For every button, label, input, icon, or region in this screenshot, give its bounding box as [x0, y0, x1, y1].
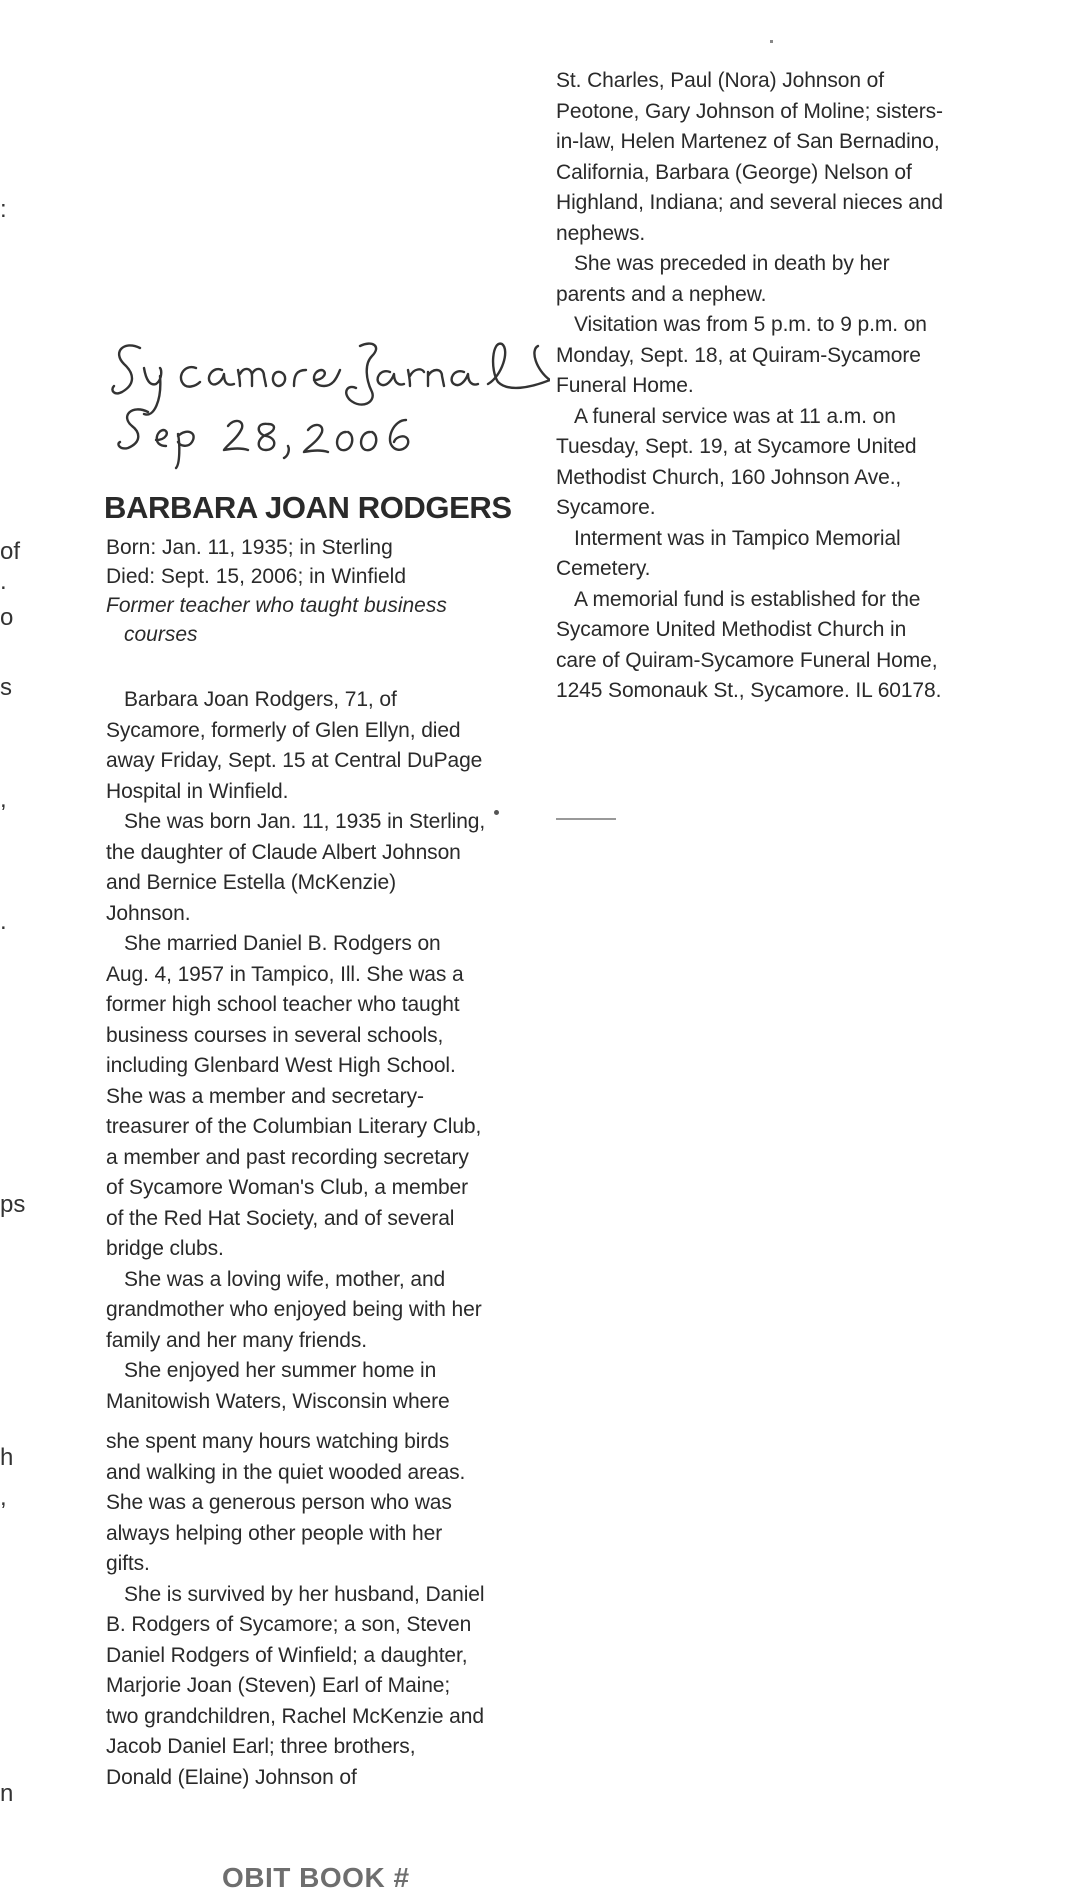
edge-fragment: o	[0, 604, 14, 631]
obituary-paragraph: St. Charles, Paul (Nora) Johnson of Peotone, Gary Johnson of Moline; sisters-in-law, Helen Martenez of San Bernadino, California, Barbara (George) Nelson of Highland, Indiana; and several nieces and nephews.	[556, 69, 944, 245]
edge-fragment: n	[0, 1780, 14, 1807]
obituary-paragraph: She married Daniel B. Rodgers on Aug. 4, 1957 in Tampico, Ill. She was a former high school teacher who taught business courses in several schools, including Glenbard West High School. She was a member and secretary-treasurer of the Columbian Literary Club, a member and past recording secretary of Sycamore Woman's Club, a member of the Red Hat Society, and of several bridge clubs.	[106, 932, 482, 1260]
died-line: Died: Sept. 15, 2006; in Winfield	[106, 565, 407, 588]
edge-fragment: of	[0, 538, 21, 565]
scan-speck	[556, 818, 616, 820]
obituary-paragraph: She is survived by her husband, Daniel B. Rodgers of Sycamore; a son, Steven Daniel Rodgers of Winfield; a daughter, Marjorie Joan (Steven) Earl of Maine; two grandchildren, Rachel McKenzie and Jacob Daniel Earl; three brothers, Donald (Elaine) Johnson of	[106, 1582, 485, 1789]
handwritten-source-note	[110, 340, 550, 470]
obituary-paragraph: She was a loving wife, mother, and grandmother who enjoyed being with her family and her many friends.	[106, 1267, 482, 1352]
obituary-headline: BARBARA JOAN RODGERS	[104, 490, 512, 525]
obituary-paragraph: Interment was in Tampico Memorial Cemetery.	[556, 526, 901, 580]
obit-book-stamp: OBIT BOOK #	[222, 1862, 410, 1893]
edge-fragment: :	[0, 196, 7, 223]
obituary-paragraph: She enjoyed her summer home in Manitowish Waters, Wisconsin where	[106, 1359, 450, 1413]
obituary-paragraph: She was preceded in death by her parents and a nephew.	[556, 252, 890, 306]
edge-fragment: .	[0, 908, 7, 935]
descriptor-text: Former teacher who taught business	[106, 594, 447, 617]
edge-fragment: s	[0, 674, 12, 701]
edge-fragment: h	[0, 1444, 14, 1471]
obituary-paragraph: Visitation was from 5 p.m. to 9 p.m. on Monday, Sept. 18, at Quiram-Sycamore Funeral Home.	[556, 313, 927, 397]
obituary-paragraph: A memorial fund is established for the Sycamore United Methodist Church in care of Quiram-Sycamore Funeral Home, 1245 Somonauk St., Sycamore. IL 60178.	[556, 587, 942, 702]
edge-fragment: ,	[0, 786, 7, 813]
obituary-descriptor	[106, 591, 486, 649]
descriptor-continuation: courses	[124, 623, 198, 646]
edge-fragment: ps	[0, 1191, 26, 1218]
scan-speck	[770, 40, 773, 43]
scan-speck	[494, 810, 499, 815]
obituary-paragraph: She was born Jan. 11, 1935 in Sterling, the daughter of Claude Albert Johnson and Bernice Estella (McKenzie) Johnson.	[106, 810, 486, 925]
born-line: Born: Jan. 11, 1935; in Sterling	[106, 536, 393, 559]
obituary-paragraph: A funeral service was at 11 a.m. on Tuesday, Sept. 19, at Sycamore United Methodist Church, 160 Johnson Ave., Sycamore.	[556, 404, 917, 519]
obituary-paragraph: she spent many hours watching birds and walking in the quiet wooded areas. She was a generous person who was always helping other people with her gifts.	[106, 1430, 466, 1575]
edge-fragment: .	[0, 568, 7, 595]
obituary-right-column	[556, 66, 951, 707]
obituary-left-column	[106, 685, 486, 1793]
edge-fragment: ,	[0, 1484, 7, 1511]
obituary-paragraph: Barbara Joan Rodgers, 71, of Sycamore, formerly of Glen Ellyn, died away Friday, Sept. 15 at Central DuPage Hospital in Winfield.	[106, 688, 483, 803]
